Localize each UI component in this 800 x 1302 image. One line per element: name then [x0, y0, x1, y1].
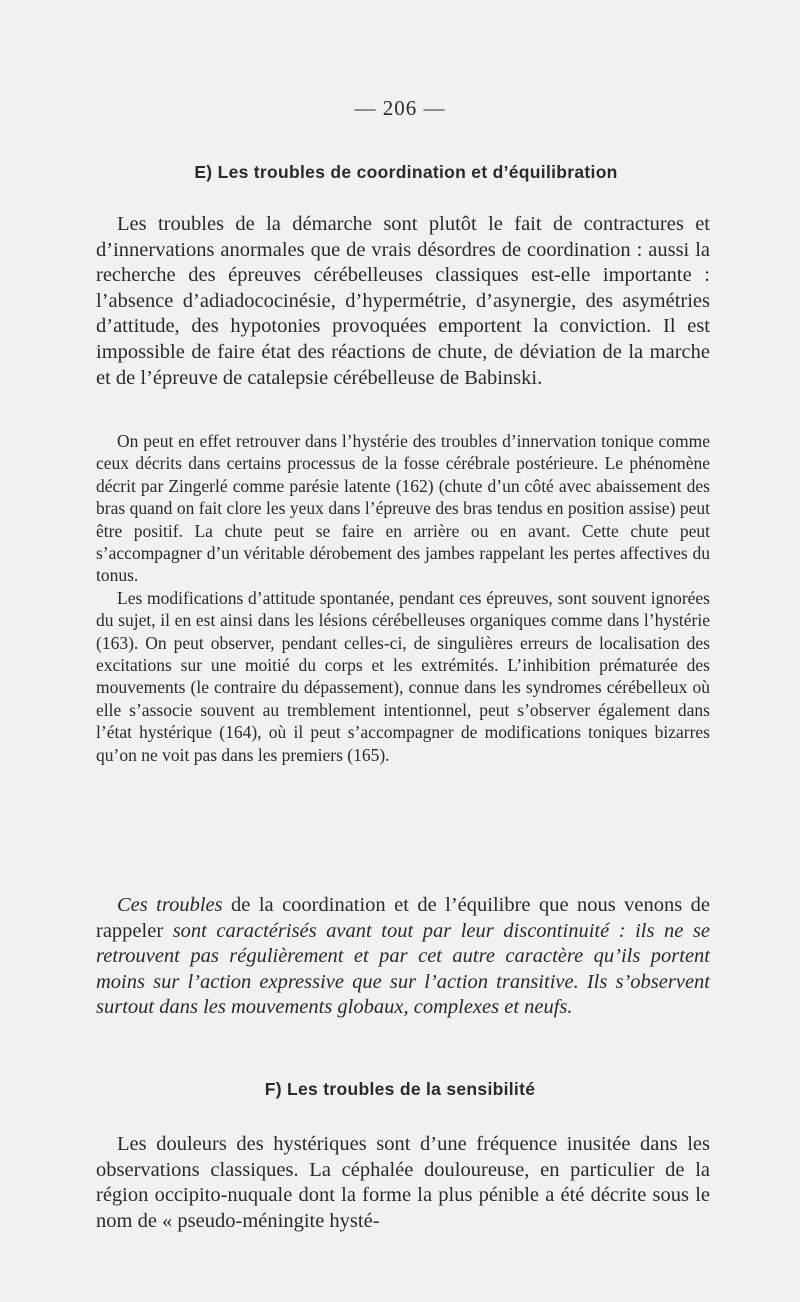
section-heading-f: F) Les troubles de la sensibilité [264, 1079, 536, 1099]
italic-phrase: sont caractérisés avant tout par leur discontinuité : ils ne se retrouvent pas régulièrement et par cet autre caractère qu’ils portent moins sur l’action expressive que sur l’action transitive. Ils s’observent surtout dans les mouvements globaux, complexes et neufs. [96, 919, 710, 1019]
paragraph-block-summary [96, 893, 710, 1021]
italic-phrase: Ces troubles [117, 894, 223, 916]
paragraph: Les troubles de la démarche sont plutôt le fait de contractures et d’innervations anormales que de vrais désordres de coordination : aussi la recherche des épreuves cérébelleuses classiques est-elle importante : l’absence d’adiadococinésie, d’hypermétrie, d’asynergie, des asymétries d’attitude, des hypotonies provoquées emportent la conviction. Il est impossible de faire état des réactions de chute, de déviation de la marche et de l’épreuve de catalepsie cérébelleuse de Babinski. [96, 213, 710, 389]
paragraph: Les modifications d’attitude spontanée, pendant ces épreuves, sont souvent ignorées du sujet, il en est ainsi dans les lésions cérébelleuses organiques comme dans l’hystérie (163). On peut observer, pendant celles-ci, de singulières erreurs de localisation des excitations sur une moitié du corps et les extrémités. L’inhibition prématurée des mouvements (le contraire du dépassement), connue dans les syndromes cérébelleux où elle s’associe souvent au tremblement intentionnel, peut s’observer également dans l’état hystérique (164), où il peut s’accompagner de modifications toniques bizarres qu’on ne voit pas dans les premiers (165). [96, 587, 710, 765]
paragraph [96, 893, 710, 1021]
paragraph: On peut en effet retrouver dans l’hystérie des troubles d’innervation tonique comme ceux décrits dans certains processus de la fosse cérébrale postérieure. Le phénomène décrit par Zingerlé comme parésie latente (162) (chute d’un côté avec abaissement des bras quand on fait clore les yeux dans l’épreuve des bras tendus en position assise) peut être positif. La chute peut se faire en arrière ou en avant. Cette chute peut s’accompagner d’un véritable dérobement des jambes rappelant les pertes affectives du tonus. [96, 431, 710, 586]
paragraph-block-1 [96, 212, 710, 391]
page-number: — 206 — [354, 96, 446, 120]
section-heading-e: E) Les troubles de coordination et d’équilibration [194, 162, 618, 182]
paragraph: Les douleurs des hystériques sont d’une fréquence inusitée dans les observations classiques. La céphalée douloureuse, en particulier de la région occipito-nuquale dont la forme la plus pénible a été décrite sous le nom de « pseudo-méningite hysté- [96, 1133, 710, 1232]
paragraph-block-2 [96, 430, 710, 766]
paragraph-block-f [96, 1132, 710, 1234]
plain-phrase: de la coordination et de l’équilibre que nous venons de rappeler [96, 894, 710, 942]
